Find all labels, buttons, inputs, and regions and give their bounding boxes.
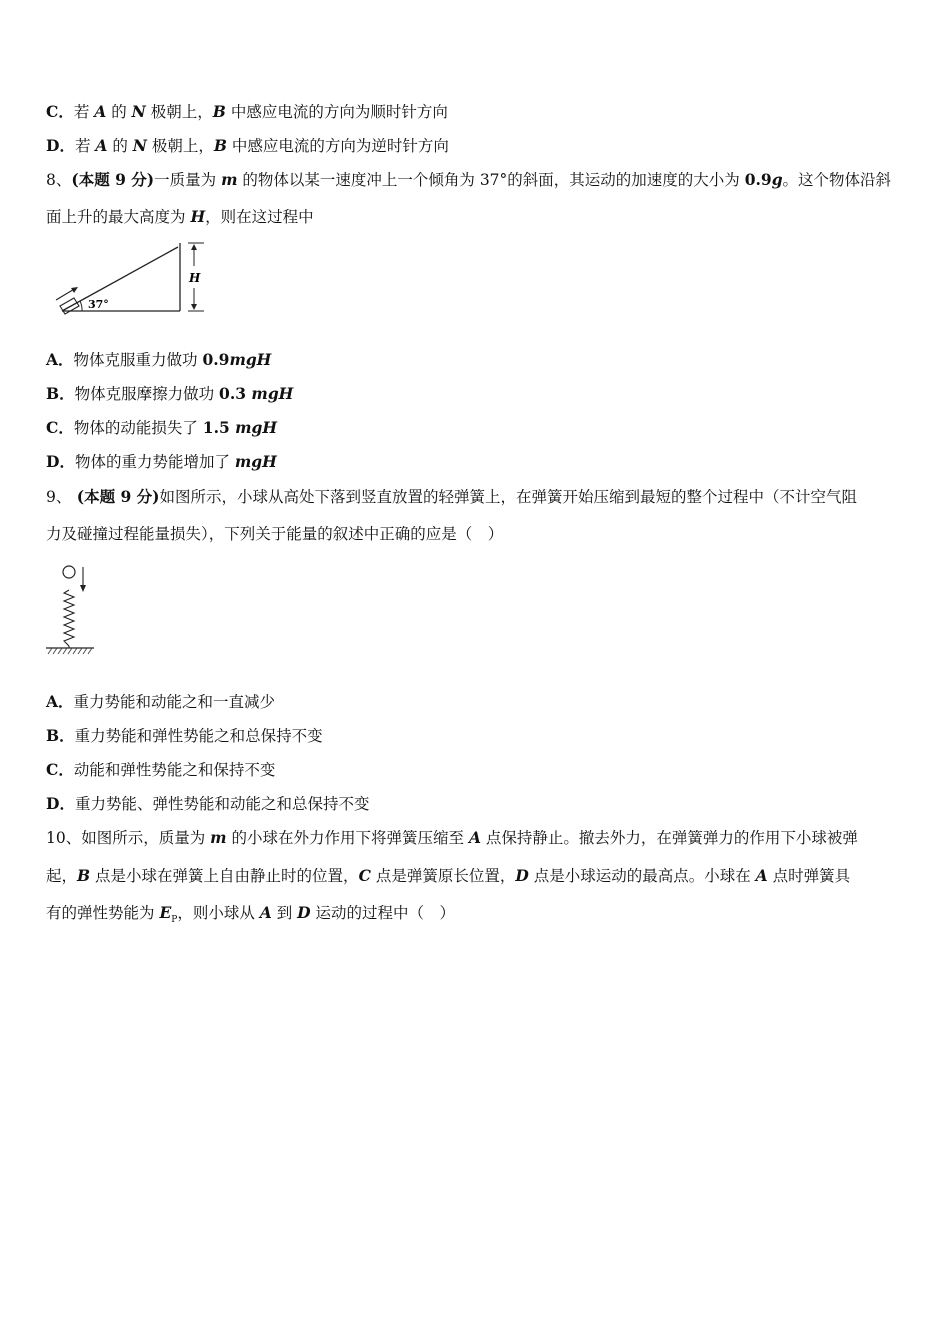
q10-stem-line3 bbox=[46, 902, 455, 931]
option-var: mgH bbox=[234, 452, 277, 471]
question-number: 9、 bbox=[46, 488, 72, 506]
text: 的小球在外力作用下将弹簧压缩至 bbox=[226, 829, 469, 847]
text: 到 bbox=[271, 904, 298, 922]
text: 极朝上， bbox=[146, 137, 214, 155]
question-number: 10、 bbox=[46, 829, 82, 847]
question-number: 8、 bbox=[46, 171, 72, 189]
option-value: 0.3 bbox=[219, 384, 252, 403]
q9-option-b bbox=[46, 725, 323, 747]
text: 点时弹簧具 bbox=[767, 867, 851, 885]
option-text: 重力势能和弹性势能之和总保持不变 bbox=[74, 727, 323, 745]
q8-option-b bbox=[46, 383, 293, 405]
text: 极朝上， bbox=[145, 103, 213, 121]
q8-stem-line2 bbox=[46, 206, 314, 228]
option-text: 物体的动能损失了 bbox=[73, 419, 203, 437]
var-a: A bbox=[468, 828, 481, 847]
text: 点是小球运动的最高点。小球在 bbox=[528, 867, 756, 885]
text: 点保持静止。撤去外力，在弹簧弹力的作用下小球被弹 bbox=[480, 829, 858, 847]
accel-value: 0.9 bbox=[744, 170, 772, 189]
q9-stem-line2 bbox=[46, 523, 503, 545]
text: 的 bbox=[106, 103, 132, 121]
option-label: A． bbox=[46, 350, 74, 369]
text: 一质量为 bbox=[154, 171, 222, 189]
q8-option-a bbox=[46, 349, 271, 371]
angle-label: 37° bbox=[88, 298, 109, 311]
var-d: D bbox=[297, 903, 311, 922]
option-label: D． bbox=[46, 794, 75, 813]
var-ep-subscript: P bbox=[171, 915, 178, 926]
q9-option-c bbox=[46, 759, 275, 781]
text: 。这个物体沿斜 bbox=[782, 171, 892, 189]
var-d: D bbox=[515, 866, 529, 885]
var-n: N bbox=[132, 136, 147, 155]
height-label: H bbox=[189, 271, 201, 285]
question-score: (本题 9 分) bbox=[71, 170, 155, 189]
text: 的 bbox=[107, 137, 133, 155]
option-label: C． bbox=[46, 418, 74, 437]
q7-option-d bbox=[46, 135, 449, 157]
var-n: N bbox=[131, 102, 146, 121]
option-text: 重力势能、弹性势能和动能之和总保持不变 bbox=[74, 795, 370, 813]
text: 若 bbox=[73, 103, 95, 121]
option-var: mgH bbox=[235, 418, 278, 437]
option-label: C． bbox=[46, 102, 74, 121]
var-b: B bbox=[77, 866, 91, 885]
option-var: mgH bbox=[251, 384, 294, 403]
var-ep: E bbox=[159, 903, 172, 922]
text: 中感应电流的方向为顺时针方向 bbox=[225, 103, 448, 121]
question-score: (本题 9 分) bbox=[71, 487, 160, 506]
text: 如图所示，质量为 bbox=[81, 829, 211, 847]
q8-option-c bbox=[46, 417, 277, 439]
var-b: B bbox=[212, 102, 226, 121]
text: ，则在这过程中 bbox=[205, 208, 314, 226]
var-g: g bbox=[771, 170, 783, 189]
option-label: C． bbox=[46, 760, 74, 779]
text: 若 bbox=[74, 137, 96, 155]
text: 力及碰撞过程能量损失），下列关于能量的叙述中正确的应是（ ） bbox=[46, 525, 504, 543]
option-text: 物体的重力势能增加了 bbox=[74, 453, 235, 471]
q7-option-c bbox=[46, 101, 448, 123]
spring-figure bbox=[44, 562, 100, 658]
q8-stem-line1 bbox=[46, 169, 891, 191]
option-label: D． bbox=[46, 136, 75, 155]
text: ，则小球从 bbox=[177, 904, 260, 922]
q10-stem-line1 bbox=[46, 827, 858, 849]
option-text: 动能和弹性势能之和保持不变 bbox=[73, 761, 276, 779]
var-a: A bbox=[94, 102, 107, 121]
text: 有的弹性势能为 bbox=[46, 904, 160, 922]
option-value: 1.5 bbox=[202, 418, 236, 437]
var-m: m bbox=[210, 828, 227, 847]
var-a: A bbox=[755, 866, 768, 885]
q9-stem-line1 bbox=[46, 486, 857, 508]
option-text: 物体克服重力做功 bbox=[73, 351, 203, 369]
var-a: A bbox=[259, 903, 272, 922]
text: 运动的过程中（ ） bbox=[310, 904, 456, 922]
q9-option-a bbox=[46, 691, 275, 713]
var-m: m bbox=[221, 170, 238, 189]
text: 的物体以某一速度冲上一个倾角为 37°的斜面，其运动的加速度的大小为 bbox=[237, 171, 745, 189]
q10-stem-line2 bbox=[46, 865, 850, 887]
option-label: A． bbox=[46, 692, 74, 711]
text: 面上升的最大高度为 bbox=[46, 208, 191, 226]
text: 起， bbox=[46, 867, 78, 885]
text: 点是弹簧原长位置， bbox=[370, 867, 516, 885]
option-label: B． bbox=[46, 726, 75, 745]
var-h: H bbox=[190, 207, 206, 226]
option-label: D． bbox=[46, 452, 75, 471]
var-c: C bbox=[358, 866, 371, 885]
option-text: 物体克服摩擦力做功 bbox=[74, 385, 220, 403]
text: 如图所示，小球从高处下落到竖直放置的轻弹簧上，在弹簧开始压缩到最短的整个过程中（不计空气阻 bbox=[159, 488, 858, 506]
var-a: A bbox=[95, 136, 108, 155]
q9-option-d bbox=[46, 793, 369, 815]
text: 点是小球在弹簧上自由静止时的位置， bbox=[90, 867, 359, 885]
q8-option-d bbox=[46, 451, 277, 473]
option-label: B． bbox=[46, 384, 75, 403]
text: 中感应电流的方向为逆时针方向 bbox=[227, 137, 449, 155]
option-text: 重力势能和动能之和一直减少 bbox=[73, 693, 276, 711]
incline-figure bbox=[50, 238, 210, 318]
var-b: B bbox=[213, 136, 227, 155]
option-value: 0.9 bbox=[202, 350, 230, 369]
option-var: mgH bbox=[229, 350, 272, 369]
